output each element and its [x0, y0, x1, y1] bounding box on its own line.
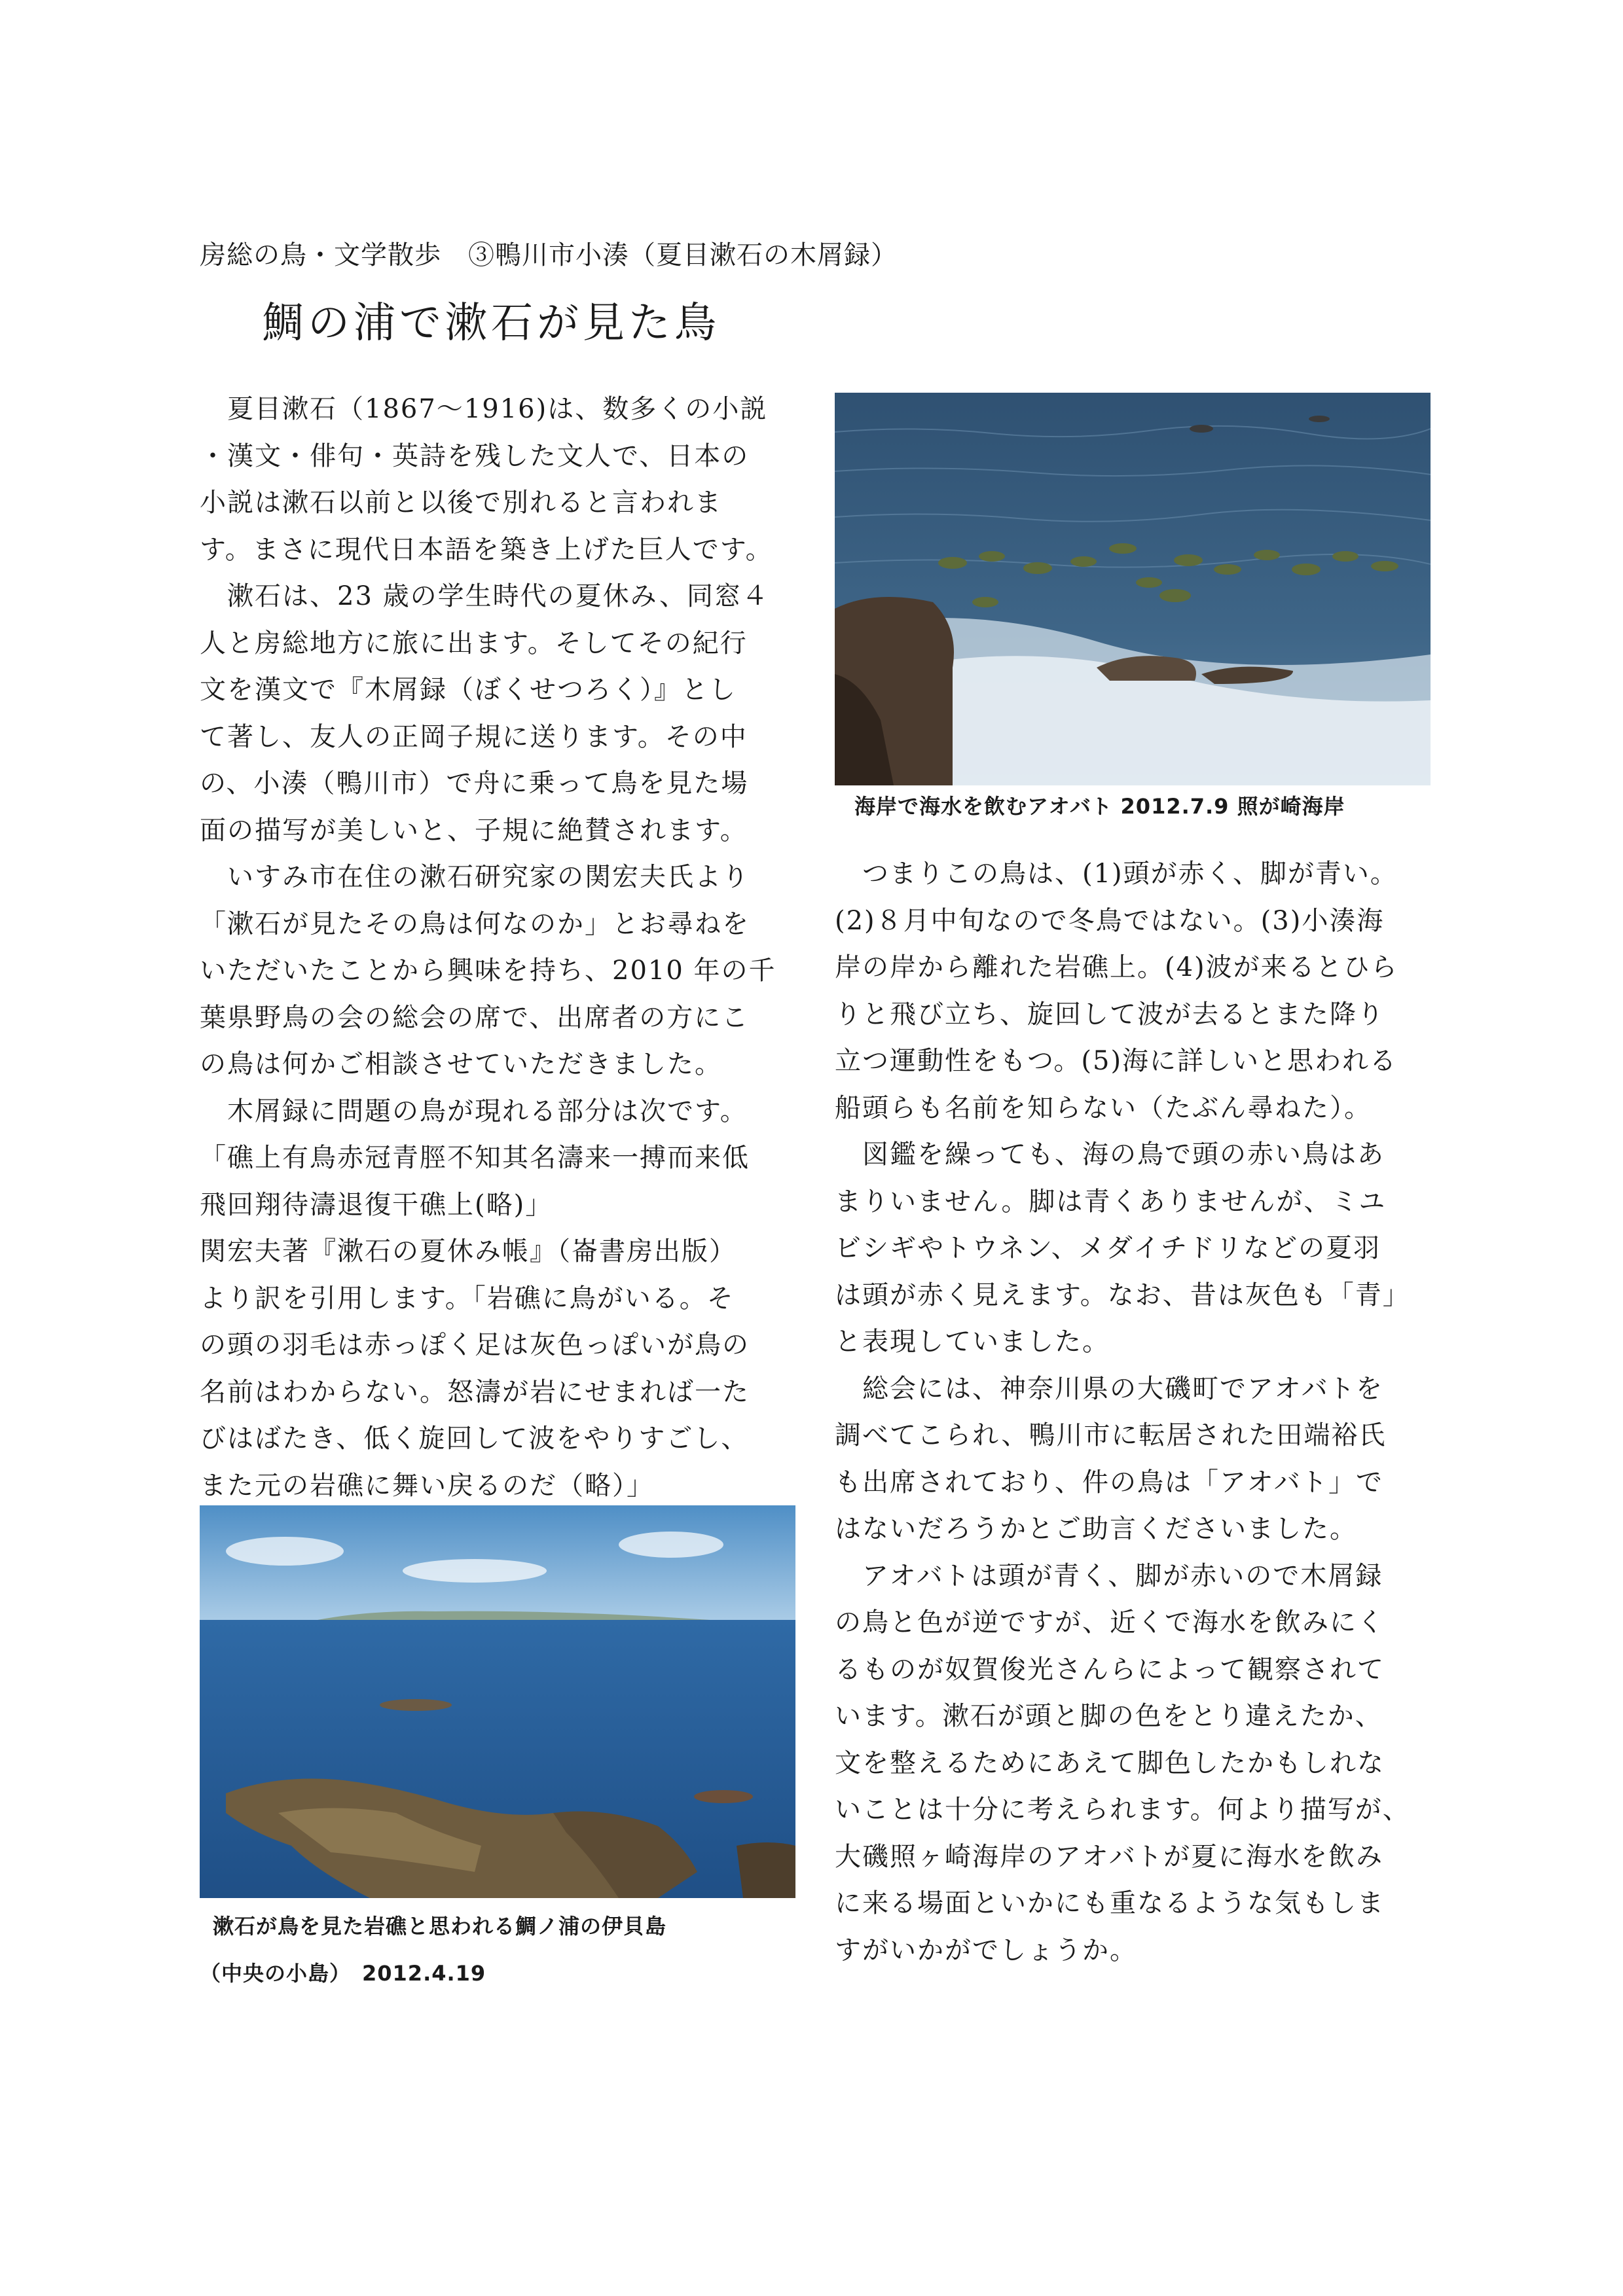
text-line: に来る場面といかにも重なるような気もしま: [835, 1888, 1385, 1918]
text-line: 夏目漱石（1867～1916)は、数多くの小説: [200, 394, 768, 424]
text-line: の頭の羽毛は赤っぽく足は灰色っぽいが鳥の: [200, 1330, 750, 1360]
photo-pigeons-over-sea: [835, 393, 1431, 785]
text-line: の鳥と色が逆ですが、近くで海水を飲みにく: [835, 1607, 1385, 1638]
text-line: 船頭らも名前を知らない（たぶん尋ねた）。: [835, 1092, 1372, 1123]
text-line: いただいたことから興味を持ち、2010 年の千: [200, 956, 776, 986]
right-column: [835, 851, 1424, 1974]
text-line: 文を整えるためにあえて脚色したかもしれな: [835, 1748, 1385, 1778]
text-line: はないだろうかとご助言くださいました。: [835, 1514, 1357, 1544]
text-line: すがいかがでしょうか。: [835, 1935, 1137, 1965]
photo-caption-left-line1: 漱石が鳥を見た岩礁と思われる鯛ノ浦の伊貝島: [213, 1914, 667, 1939]
series-heading: 房総の鳥・文学散歩 ③鴨川市小湊（夏目漱石の木屑録）: [200, 240, 898, 270]
text-line: 漱石は、23 歳の学生時代の夏休み、同窓４: [200, 581, 770, 611]
photo-ikaijima-island: [200, 1505, 795, 1898]
text-line: す。まさに現代日本語を築き上げた巨人です。: [200, 534, 773, 565]
photo-caption-left-line2: （中央の小島） 2012.4.19: [200, 1961, 486, 1986]
left-column: [200, 386, 789, 1509]
photo-caption-right: 海岸で海水を飲むアオバト 2012.7.9 照が崎海岸: [854, 794, 1345, 819]
text-line: 小説は漱石以前と以後で別れると言われま: [200, 488, 722, 518]
text-line: 文を漢文で『木屑録（ぼくせつろく）』とし: [200, 675, 737, 705]
text-line: 葉県野鳥の会の総会の席で、出席者の方にこ: [200, 1002, 750, 1033]
text-line: の、小湊（鴨川市）で舟に乗って鳥を見た場: [200, 768, 749, 798]
text-line: いすみ市在住の漱石研究家の関宏夫氏より: [200, 862, 750, 892]
text-line: 図鑑を繰っても、海の鳥で頭の赤い鳥はあ: [835, 1139, 1385, 1170]
text-line: (2)８月中旬なので冬鳥ではない。(3)小湊海: [835, 905, 1385, 936]
text-line: るものが奴賀俊光さんらによって観察されて: [835, 1654, 1385, 1685]
text-line: いことは十分に考えられます。何より描写が、: [835, 1795, 1410, 1825]
text-line: 総会には、神奈川県の大磯町でアオバトを: [835, 1373, 1383, 1404]
text-line: 面の描写が美しいと、子規に絶賛されます。: [200, 815, 748, 846]
text-line: 岸の岸から離れた岩礁上。(4)波が来るとひら: [835, 952, 1398, 982]
article-title: 鯛の浦で漱石が見た鳥: [262, 299, 720, 348]
text-line: 調べてこられ、鴨川市に転居された田端裕氏: [835, 1420, 1387, 1450]
text-line: と表現していました。: [835, 1327, 1110, 1357]
text-line: 立つ運動性をもつ。(5)海に詳しいと思われる: [835, 1046, 1398, 1076]
text-line: も出席されており、件の鳥は「アオバト」で: [835, 1467, 1383, 1498]
text-line: います。漱石が頭と脚の色をとり違えたか、: [835, 1701, 1383, 1731]
text-line: 大磯照ヶ崎海岸のアオバトが夏に海水を飲み: [835, 1841, 1383, 1872]
text-line: 「漱石が見たその鳥は何なのか」とお尋ねを: [200, 908, 750, 939]
text-line: より訳を引用します。「岩礁に鳥がいる。そ: [200, 1283, 735, 1314]
text-line: 木屑録に問題の鳥が現れる部分は次です。: [200, 1096, 748, 1126]
quote-line: 「礁上有鳥赤冠青脛不知其名濤来一搏而来低: [200, 1143, 750, 1173]
quote-line: 飛回翔待濤退復干礁上(略)」: [200, 1189, 553, 1220]
text-line: りと飛び立ち、旋回して波が去るとまた降り: [835, 999, 1385, 1030]
text-line: まりいません。脚は青くありませんが、ミユ: [835, 1186, 1387, 1217]
text-line: つまりこの鳥は、(1)頭が赤く、脚が青い。: [835, 859, 1398, 889]
text-line: 名前はわからない。怒濤が岩にせまれば一た: [200, 1376, 750, 1407]
text-line: びはばたき、低く旋回して波をやりすごし、: [200, 1424, 749, 1454]
text-line: は頭が赤く見えます。なお、昔は灰色も「青」: [835, 1280, 1410, 1310]
text-line: また元の岩礁に舞い戻るのだ（略）」: [200, 1470, 654, 1501]
text-line: アオバトは頭が青く、脚が赤いので木屑録: [835, 1560, 1383, 1591]
text-line: の鳥は何かご相談させていただきました。: [200, 1049, 722, 1079]
text-line: 人と房総地方に旅に出ます。そしてその紀行: [200, 628, 748, 658]
text-line: ・漢文・俳句・英詩を残した文人で、日本の: [200, 440, 750, 471]
text-line: て著し、友人の正岡子規に送ります。その中: [200, 721, 748, 752]
text-line: 関宏夫著『漱石の夏休み帳』（崙書房出版）: [200, 1236, 737, 1266]
text-line: ビシギやトウネン、メダイチドリなどの夏羽: [835, 1233, 1381, 1263]
